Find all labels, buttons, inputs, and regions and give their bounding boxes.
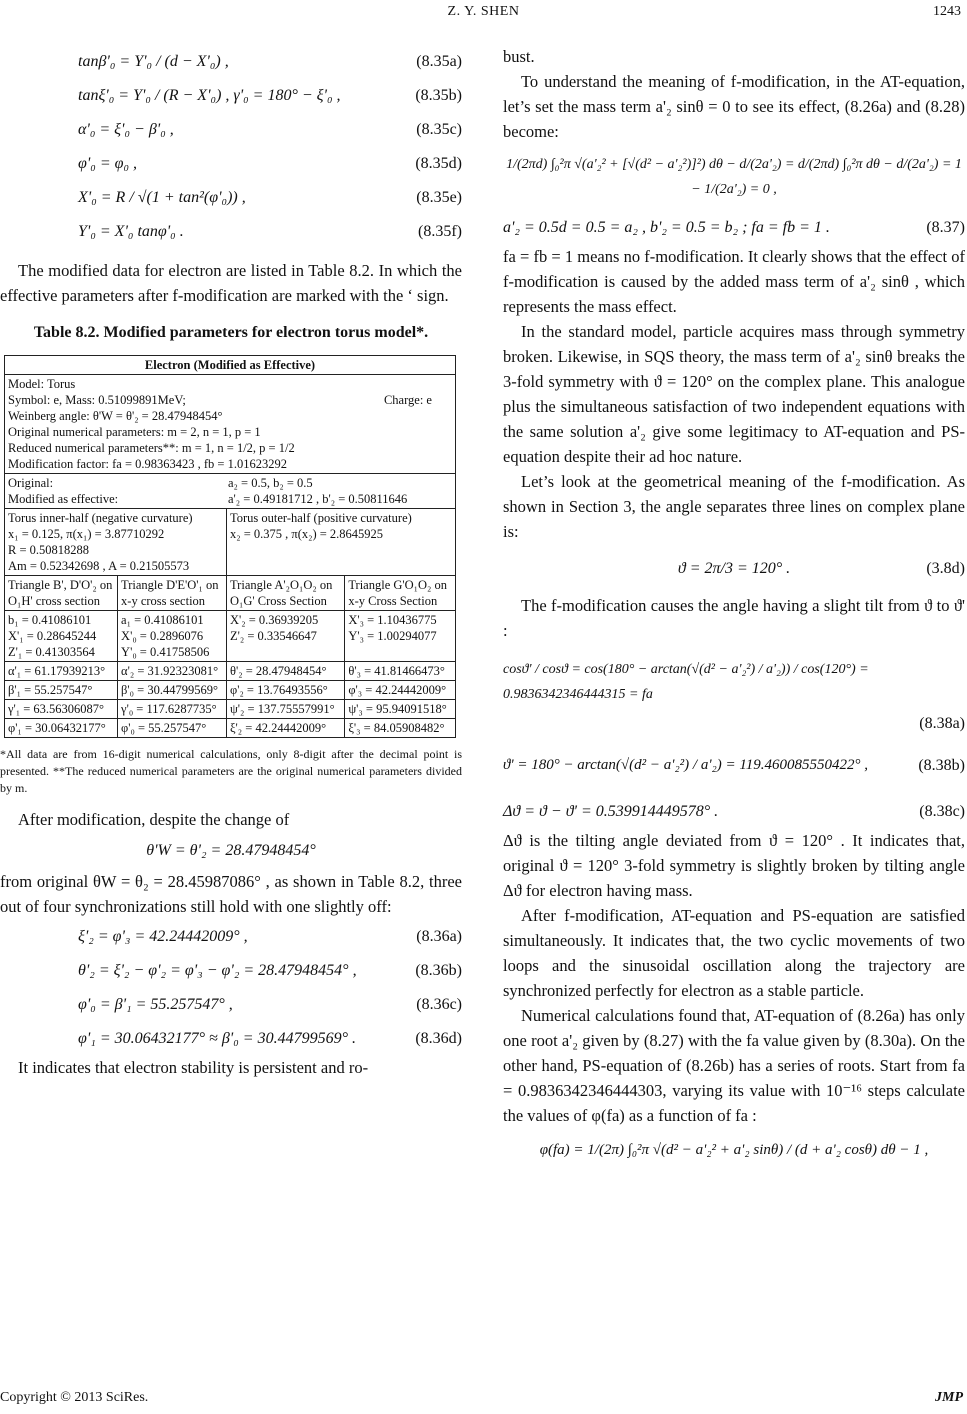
table-row-gamma	[5, 700, 456, 719]
journal-name: JMP	[935, 1390, 963, 1405]
cell: φ'₃ = 42.24442009°	[345, 681, 456, 700]
table-inner-R: R = 0.50818288	[8, 543, 90, 557]
paragraph-bust: bust.	[503, 47, 535, 66]
table-section-1: Triangle B', D'O'₂ on O₁H' cross section	[5, 576, 118, 611]
table-info-block	[5, 375, 456, 474]
equation-phi: φ(fa) = 1/(2π) ∫₀²π √(d² − a'₂² + a'₂ sinθ) / (d + a'₂ cosθ) dθ − 1 ,	[539, 1142, 929, 1158]
equation-835b: tanξ'₀ = Y'₀ / (R − X'₀) , γ'₀ = 180° − ξ'₀ , (8.35b)	[78, 86, 462, 104]
equation-838b: ϑ' = 180° − arctan(√(d² − a'₂²) / a'₂) = 119.460085550422° , (8.38b)	[503, 756, 965, 774]
equation-836c: φ'₀ = β'₁ = 55.257547° , (8.36c)	[78, 995, 462, 1013]
paragraph-geometric-meaning: Let’s look at the geometrical meaning of the f-modification. As shown in Section 3, the angle separates three lines on complex plane is:	[503, 472, 965, 541]
table-effective-vals: a'₂ = 0.49181712 , b'₂ = 0.50811646	[228, 492, 408, 506]
table-caption: Table 8.2. Modified parameters for electron torus model*.	[33, 324, 429, 341]
table-original-label: Original:	[8, 476, 54, 490]
paragraph-after-f-mod: After f-modification, AT-equation and PS-equation are satisfied simultaneously. It indicates that, the two cyclic movements of two loops and the sinusoidal oscillation along the trajectory are synchronized perfectly for electron as a stable particle.	[503, 906, 965, 1000]
paragraph-stability: It indicates that electron stability is persistent and ro-	[18, 1058, 369, 1077]
table-inner-area: Am = 0.52342698 , A = 0.21505573	[8, 559, 190, 573]
table-original-params: Original numerical parameters: m = 2, n = 1, p = 1	[8, 425, 261, 439]
paragraph-after-modification: After modification, despite the change of	[18, 810, 290, 829]
table-coords-1	[5, 611, 118, 662]
table-original-line	[8, 475, 452, 491]
equation-integral: 1/(2πd) ∫₀²π √(a'₂² + [√(d² − a'₂²)]²) dθ − d/(2a'₂) = d/(2πd) ∫₀²π dθ − d/(2a'₂) = 1 − 1/(2a'₂) = 0 ,	[506, 157, 962, 197]
right-column	[503, 44, 965, 1173]
table-coords-2	[118, 611, 227, 662]
table-model: Model: Torus	[8, 377, 76, 391]
cell: β'₁ = 55.257547°	[5, 681, 118, 700]
paragraph-from-original: from original θW = θ₂ = 28.45987086° , as shown in Table 8.2, three out of four synchronizations still hold with one slightly off:	[0, 872, 462, 916]
cell: ξ'₃ = 84.05908482°	[345, 719, 456, 738]
table-coords-3	[226, 611, 344, 662]
paragraph-no-f-mod: fa = fb = 1 means no f-modification. It clearly shows that the effect of f-modification is caused by the added mass term of a'₂ sinθ , which represents the mass effect.	[503, 247, 965, 316]
paragraph-tilting-angle: Δϑ is the tilting angle deviated from ϑ = 120° . It indicates that, original ϑ = 120° 3-fold symmetry is slightly broken by tilting angle Δϑ for electron having mass.	[503, 831, 965, 900]
cell: Z'₁ = 0.41303564	[8, 645, 95, 659]
cell: ψ'₂ = 137.75557991°	[226, 700, 344, 719]
equation-836b: θ'₂ = ξ'₂ − φ'₂ = φ'₃ − φ'₂ = 28.47948454° , (8.36b)	[78, 961, 462, 979]
paragraph-meaning-f-mod: To understand the meaning of f-modification, in the AT-equation, let’s set the mass term a'₂ sinθ = 0 to see its effect, (8.26a) and (8.28) become:	[503, 72, 965, 141]
table-footnote: *All data are from 16-digit numerical calculations, only 8-digit after the decimal point is presented. **The reduced numerical parameters are the original numerical parameters divided by m.	[0, 747, 462, 795]
equation-835c: α'₀ = ξ'₀ − β'₀ , (8.35c)	[78, 120, 462, 138]
equation-835f: Y'₀ = X'₀ tanφ'₀ . (8.35f)	[78, 222, 462, 240]
paragraph-tilt: The f-modification causes the angle having a slight tilt from ϑ to ϑ' :	[503, 596, 965, 640]
paragraph-standard-model: In the standard model, particle acquires mass through symmetry broken. Likewise, in SQS theory, the mass term of a'₂ sinθ breaks the 3-fold symmetry with ϑ = 120° on the complex plane. This analogue plus the simultaneous satisfaction of two independent equations with the same solution a'₂ give some legitimacy to AT-equation and PS-equation despite their ad hoc nature.	[503, 322, 965, 466]
cell: X'₁ = 0.28645244	[8, 629, 97, 643]
equation-835a: tanβ'₀ = Y'₀ / (d − X'₀) , (8.35a)	[78, 52, 462, 70]
equation-835e: X'₀ = R / √(1 + tan²(φ'₀)) , (8.35e)	[78, 188, 462, 206]
cell: b₁ = 0.41086101	[8, 613, 92, 627]
table-inner-title: Torus inner-half (negative curvature)	[8, 511, 193, 525]
table-section-3: Triangle A'₂O₁O₂ on O₁G' Cross Section	[226, 576, 344, 611]
cell: ξ'₂ = 42.24442009°	[226, 719, 344, 738]
table-symbol: Symbol: e, Mass: 0.51099891MeV;	[8, 393, 186, 407]
equation-838a: cosϑ' / cosϑ = cos(180° − arctan(√(d² − a'₂²) / a'₂)) / cos(120°) = 0.9836342346444315 = fa	[503, 662, 869, 702]
table-inner-half	[5, 509, 227, 576]
table-outer-half	[226, 509, 455, 576]
running-title: Z. Y. SHEN	[447, 4, 520, 19]
equation-838c: Δϑ = ϑ − ϑ' = 0.539914449578° . (8.38c)	[503, 802, 965, 820]
cell: Y'₃ = 1.00294077	[348, 629, 437, 643]
cell: γ'₀ = 117.6287735°	[118, 700, 227, 719]
table-row-beta	[5, 681, 456, 700]
table-original-row	[5, 474, 456, 509]
table-row-alpha	[5, 662, 456, 681]
table-inner-x1: x₁ = 0.125, π(x₁) = 3.87710292	[8, 527, 165, 541]
equation-836a: ξ'₂ = φ'₃ = 42.24442009° , (8.36a)	[78, 927, 462, 945]
paragraph-modified-data: The modified data for electron are listed in Table 8.2. In which the effective parameters after f-modification are marked with the ‘ sign.	[0, 261, 462, 305]
table-outer-x2: x₂ = 0.375 , π(x₂) = 2.8645925	[229, 527, 384, 541]
table-effective-label: Modified as effective:	[8, 492, 119, 506]
table-reduced-params: Reduced numerical parameters**: m = 1, n = 1/2, p = 1/2	[8, 441, 295, 455]
left-column	[0, 44, 462, 1080]
cell: ψ'₃ = 95.94091518°	[345, 700, 456, 719]
table-title: Electron (Modified as Effective)	[5, 356, 456, 375]
cell: α'₁ = 61.17939213°	[5, 662, 118, 681]
cell: Z'₂ = 0.33546647	[229, 629, 317, 643]
cell: Y'₀ = 0.41758506	[121, 645, 210, 659]
cell: β'₀ = 30.44799569°	[118, 681, 227, 700]
table-row-phi	[5, 719, 456, 738]
cell: φ'₀ = 55.257547°	[118, 719, 227, 738]
table-outer-title: Torus outer-half (positive curvature)	[229, 511, 412, 525]
cell: φ'₁ = 30.06432177°	[5, 719, 118, 738]
table-coords-4	[345, 611, 456, 662]
page-footer	[0, 1386, 967, 1414]
table-original-vals: a₂ = 0.5, b₂ = 0.5	[228, 476, 313, 490]
cell: γ'₁ = 63.56306087°	[5, 700, 118, 719]
page-number: 1243	[933, 4, 961, 19]
paragraph-numerical: Numerical calculations found that, AT-equation of (8.26a) has only one root a'₂ given by (8.27) with the fa value given by (8.30a). On the other hand, PS-equation of (8.26b) has a series of roots. Start from fa = 0.9836342346444303, varying its value with 10⁻¹⁶ steps calculate the values of φ(fa) as a function of fa :	[503, 1006, 965, 1125]
equation-835d: φ'₀ = φ₀ , (8.35d)	[78, 154, 462, 172]
equation-837: a'₂ = 0.5d = 0.5 = a₂ , b'₂ = 0.5 = b₂ ; fa = fb = 1 . (8.37)	[503, 218, 965, 236]
table-section-4: Triangle G'O₁O₂ on x-y Cross Section	[345, 576, 456, 611]
copyright: Copyright © 2013 SciRes.	[0, 1390, 149, 1405]
cell: φ'₂ = 13.76493556°	[226, 681, 344, 700]
cell: X'₀ = 0.2896076	[121, 629, 204, 643]
cell: X'₂ = 0.36939205	[229, 613, 319, 627]
equation-theta-w: θ'W = θ'₂ = 28.47948454°	[146, 842, 316, 859]
cell: θ'₂ = 28.47948454°	[226, 662, 344, 681]
equation-838a-number: (8.38a)	[919, 715, 965, 732]
cell: θ'₃ = 41.81466473°	[345, 662, 456, 681]
equation-836d: φ'₁ = 30.06432177° ≈ β'₀ = 30.44799569° . (8.36d)	[78, 1029, 462, 1047]
cell: α'₂ = 31.92323081°	[118, 662, 227, 681]
page-header	[0, 0, 967, 26]
cell: a₁ = 0.41086101	[121, 613, 204, 627]
cell: X'₃ = 1.10436775	[348, 613, 437, 627]
equation-38d: ϑ = 2π/3 = 120° . (3.8d)	[677, 560, 965, 577]
table-electron-parameters	[4, 355, 456, 738]
table-effective-line	[8, 491, 452, 507]
table-section-2: Triangle D'E'O'₁ on x-y cross section	[118, 576, 227, 611]
table-weinberg: Weinberg angle: θ'W = θ'₂ = 28.47948454°	[8, 409, 223, 423]
table-symbol-row	[8, 392, 452, 408]
table-modification-factor: Modification factor: fa = 0.98363423 , fb = 1.01623292	[8, 457, 287, 471]
table-charge: Charge: e	[383, 393, 432, 407]
